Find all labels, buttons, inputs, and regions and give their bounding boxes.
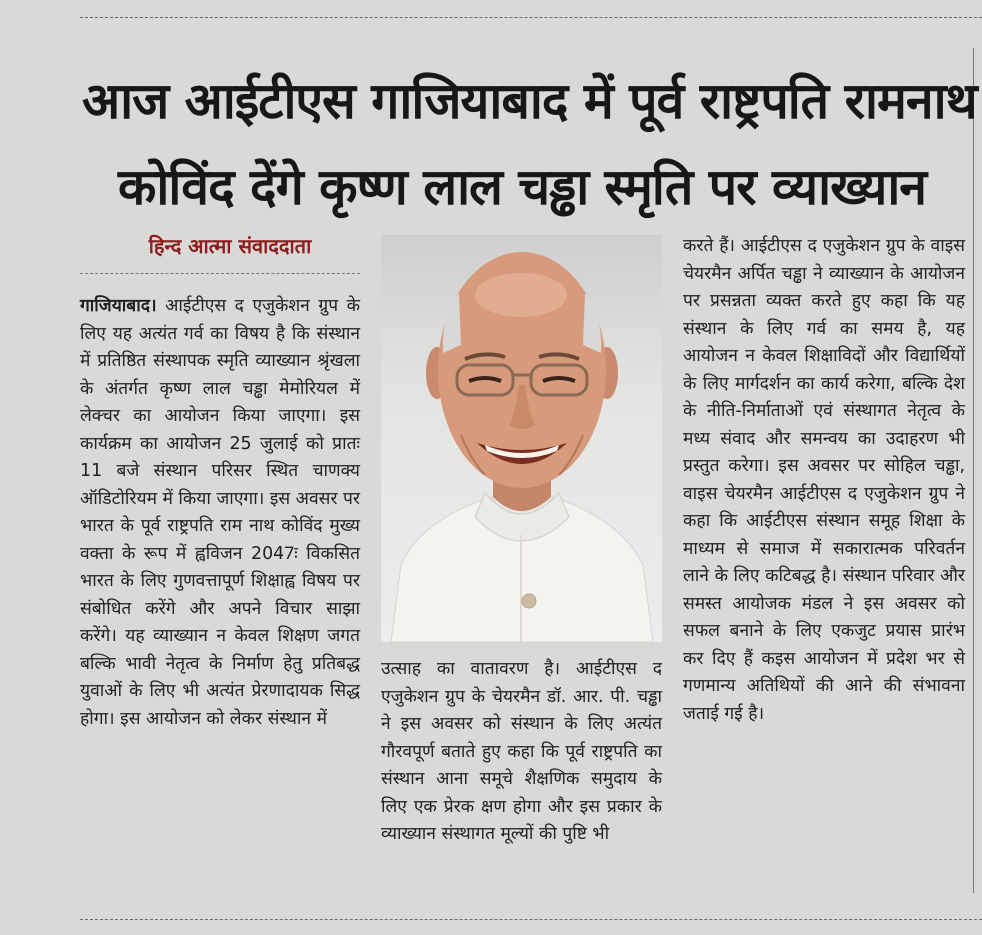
dateline: गाजियाबाद।: [80, 296, 157, 316]
byline-divider: [80, 273, 360, 274]
headline-line-2: कोविंद देंगे कृष्ण लाल चड्ढा स्मृति पर व्याख्यान: [117, 158, 927, 216]
column-2-text: उत्साह का वातावरण है। आईटीएस द एजुकेशन ग्रुप के चेयरमैन डॉ. आर. पी. चड्ढा ने इस अवसर को संस्थान के लिए अत्यंत गौरवपूर्ण बताते हुए कहा कि पूर्व राष्ट्रपति का संस्थान आना समूचे शैक्षणिक समुदाय के लिए एक प्रेरक क्षण होगा और इस प्रकार के व्याख्यान संस्थागत मूल्यों की पुष्टि भी: [381, 659, 662, 844]
article-column-1: [80, 293, 360, 733]
column-3-text: करते हैं। आईटीएस द एजुकेशन ग्रुप के वाइस चेयरमैन अर्पित चड्ढा ने व्याख्यान के आयोजन पर प्रसन्नता व्यक्त करते हुए कहा कि यह संस्थान के लिए गर्व का समय है, यह आयोजन न केवल शिक्षाविदों और विद्यार्थियों के लिए मार्गदर्शन का कार्य करेगा, बल्कि देश के नीति-निर्माताओं एवं संस्थागत नेतृत्व के मध्य संवाद और समन्वय का उदाहरण भी प्रस्तुत करेगा। इस अवसर पर सोहिल चड्ढा, वाइस चेयरमैन आईटीएस द एजुकेशन ग्रुप ने कहा कि आईटीएस संस्थान समूह शिक्षा के माध्यम से समाज में सकारात्मक परिवर्तन लाने के लिए कटिबद्ध है। संस्थान परिवार और समस्त आयोजक मंडल ने इस अवसर को सफल बनाने के लिए एकजुट प्रयास प्रारंभ कर दिए हैं कइस आयोजन में प्रदेश भर से गणमान्य अतिथियों की आने की संभावना जताई गई है।: [683, 236, 965, 724]
portrait-photo: [381, 235, 662, 642]
top-divider: [80, 17, 982, 18]
right-column-rule: [973, 48, 974, 893]
headline: [82, 58, 977, 230]
article-column-3: [683, 233, 965, 728]
column-1-text: आईटीएस द एजुकेशन ग्रुप के लिए यह अत्यंत गर्व का विषय है कि संस्थान में प्रतिष्ठित संस्थापक स्मृति व्याख्यान श्रृंखला के अंतर्गत कृष्ण लाल चड्ढा मेमोरियल में लेक्चर का आयोजन किया जाएगा। इस कार्यक्रम का आयोजन 25 जुलाई को प्रातः 11 बजे संस्थान परिसर स्थित चाणक्य ऑडिटोरियम में किया जाएगा। इस अवसर पर भारत के पूर्व राष्ट्रपति राम नाथ कोविंद मुख्य वक्ता के रूप में ह्वविजन 2047ः विकसित भारत के लिए गुणवत्तापूर्ण शिक्षाह्व विषय पर संबोधित करेंगे और अपने विचार साझा करेंगे। यह व्याख्यान न केवल शिक्षण जगत बल्कि भावी नेतृत्व के निर्माण हेतु प्रतिबद्ध युवाओं के लिए भी अत्यंत प्रेरणादायक सिद्ध होगा। इस आयोजन को लेकर संस्थान में: [80, 296, 361, 729]
byline: हिन्द आत्मा संवाददाता: [148, 234, 312, 258]
portrait-illustration: [381, 235, 662, 642]
headline-line-1: आज आईटीएस गाजियाबाद में पूर्व राष्ट्रपति रामनाथ: [82, 72, 977, 130]
article-column-2: [381, 656, 662, 849]
bottom-divider: [80, 919, 982, 920]
